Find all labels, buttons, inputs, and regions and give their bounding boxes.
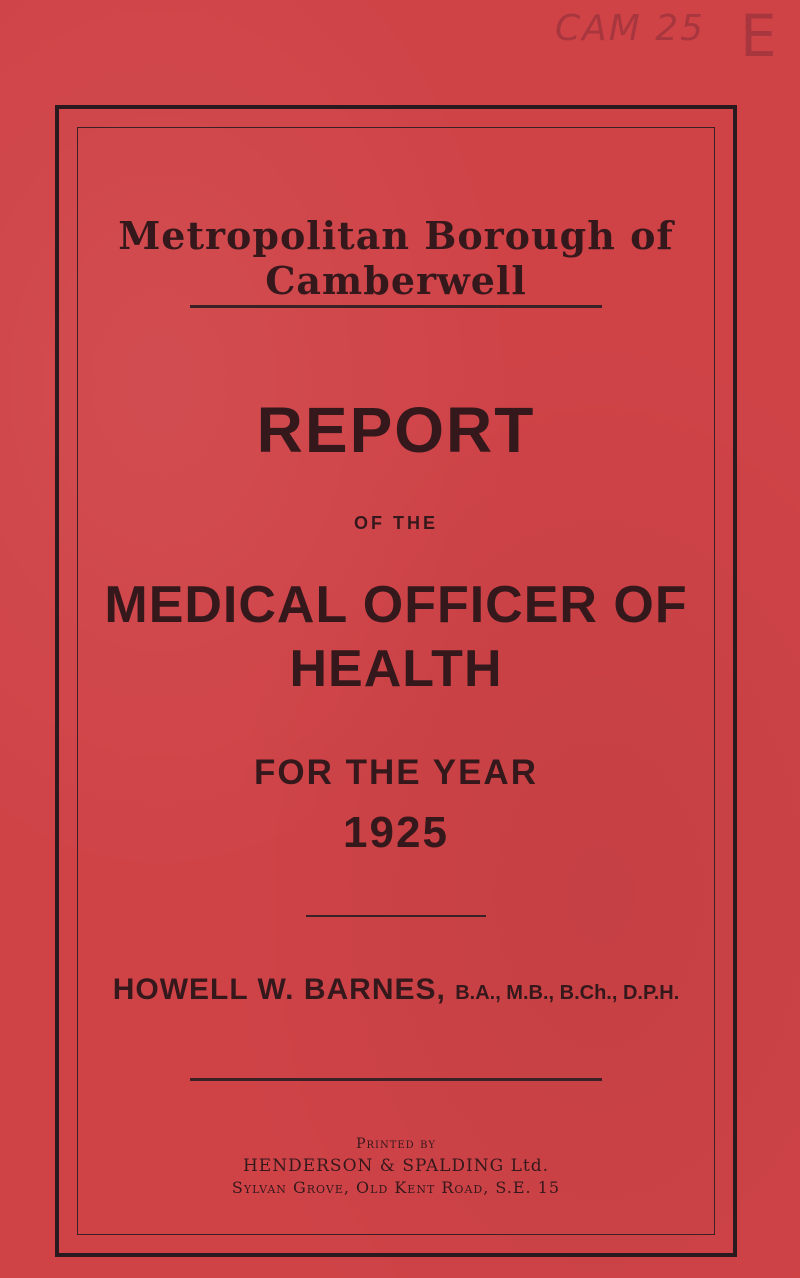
for-the-year-text: FOR THE YEAR xyxy=(254,753,538,792)
cover-border xyxy=(55,105,737,1257)
pencil-letter-mark: E xyxy=(740,2,777,70)
divider-top xyxy=(190,305,602,308)
report-year: 1925 xyxy=(343,808,449,857)
borough-heading: Metropolitan Borough of Camberwell xyxy=(118,213,674,303)
author-qualifications: B.A., M.B., B.Ch., D.P.H. xyxy=(455,982,680,1004)
officer-title xyxy=(78,573,714,701)
printer-address: Sylvan Grove, Old Kent Road, S.E. 15 xyxy=(231,1178,561,1197)
printer-name: HENDERSON & SPALDING Ltd. xyxy=(242,1156,550,1176)
of-the-text: OF THE xyxy=(354,513,438,533)
officer-title-line1: MEDICAL OFFICER OF xyxy=(104,576,688,634)
pencil-catalogue-mark: CAM 25 xyxy=(555,8,706,49)
author-line xyxy=(78,973,714,1007)
report-title: REPORT xyxy=(256,394,536,466)
officer-title-line2: HEALTH xyxy=(289,640,503,698)
divider-bottom xyxy=(190,1078,602,1081)
divider-middle xyxy=(306,915,486,917)
printed-by-label: Printed by xyxy=(356,1136,436,1152)
inner-border xyxy=(77,127,715,1235)
author-name: HOWELL W. BARNES, xyxy=(112,973,446,1006)
